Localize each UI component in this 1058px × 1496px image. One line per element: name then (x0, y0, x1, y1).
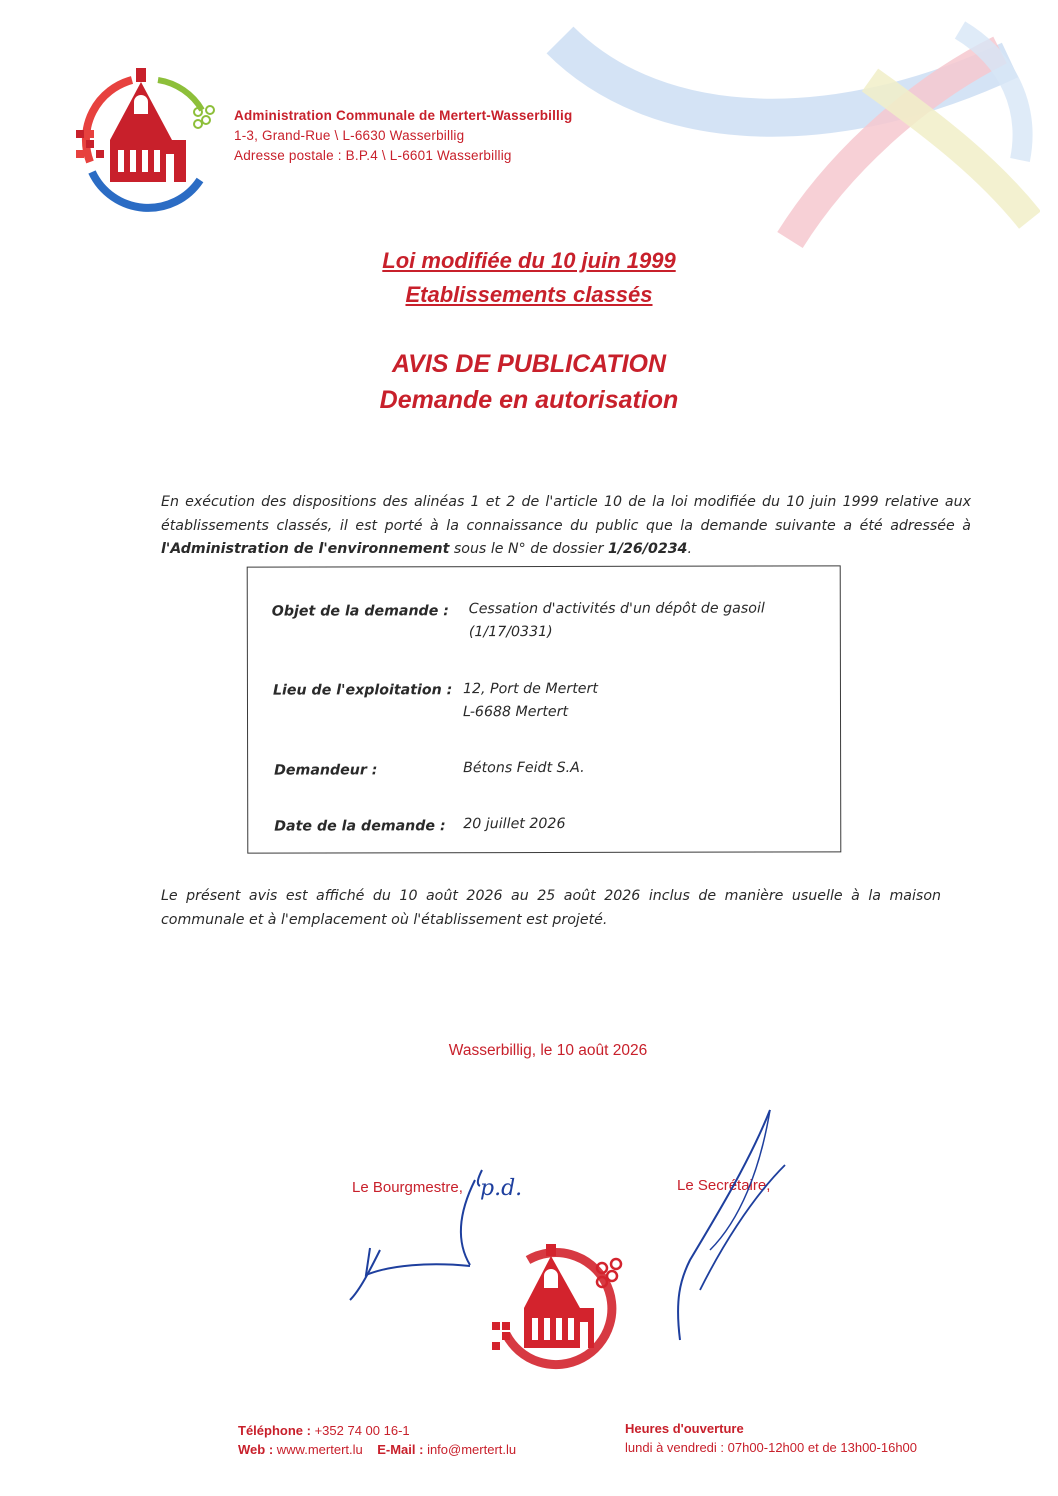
lieu-value-line-1: 12, Port de Mertert (462, 680, 598, 698)
intro-text: En exécution des dispositions des alinéas 1 et 2 de l'article 10 de la loi modifiée du 10 juin 1999 relative aux établissements classés, il est porté à la connaissance du public que la demande suivante a été adressée à (161, 494, 971, 534)
organization-name: Administration Communale de Mertert-Wasserbillig (234, 108, 573, 123)
objet-value (469, 598, 765, 645)
organization-address (234, 106, 572, 166)
email-link[interactable]: info@mertert.lu (427, 1442, 517, 1457)
date-value: 20 juillet 2026 (463, 815, 566, 833)
lieu-value-line-2: L-6688 Mertert (462, 703, 569, 721)
phone-number: +352 74 00 16-1 (314, 1423, 410, 1438)
objet-label: Objet de la demande : (271, 603, 449, 620)
handwritten-pd: p.d. (480, 1176, 523, 1201)
notice-title-line-2: Demande en autorisation (379, 386, 679, 414)
law-title-line-2: Etablissements classés (405, 282, 653, 307)
web-label: Web : (238, 1442, 274, 1457)
date-label: Date de la demande : (274, 818, 446, 835)
authority-name: l'Administration de l'environnement (161, 541, 450, 557)
demandeur-label: Demandeur : (274, 762, 378, 779)
lieu-label: Lieu de l'exploitation : (272, 682, 453, 699)
notice-title (0, 346, 1058, 418)
official-seal-stamp (488, 1238, 628, 1378)
hours-title: Heures d'ouverture (625, 1421, 744, 1436)
objet-value-line-2: (1/17/0331) (468, 623, 553, 641)
bourgmestre-label: Le Bourgmestre, (352, 1179, 463, 1196)
footer-hours (625, 1419, 917, 1457)
demandeur-value: Bétons Feidt S.A. (463, 759, 585, 777)
secretaire-label: Le Secrétaire, (677, 1177, 771, 1194)
footer-contact (238, 1421, 516, 1459)
intro-paragraph (161, 491, 971, 562)
web-email-line (238, 1440, 516, 1459)
commune-logo (70, 62, 220, 212)
hours-text: lundi à vendredi : 07h00-12h00 et de 13h00-16h00 (625, 1440, 918, 1455)
notice-title-line-1: AVIS DE PUBLICATION (391, 350, 667, 378)
dossier-number: 1/26/0234 (607, 541, 688, 557)
law-title-line-1: Loi modifiée du 10 juin 1999 (382, 248, 676, 273)
lieu-value (463, 678, 598, 724)
decorative-swoosh-graphic (540, 20, 1040, 250)
request-details-box (247, 565, 842, 853)
display-notice-paragraph: Le présent avis est affiché du 10 août 2026 au 25 août 2026 inclus de manière usuelle à la maison communale et à l'emplacement où l'établissement est projeté. (161, 888, 941, 928)
postal-address: Adresse postale : B.P.4 \ L-6601 Wasserbillig (234, 148, 512, 163)
intro-text-end: . (687, 541, 692, 557)
street-address: 1-3, Grand-Rue \ L-6630 Wasserbillig (234, 128, 465, 143)
email-label: E-Mail : (377, 1442, 424, 1457)
place-and-date: Wasserbillig, le 10 août 2026 (448, 1042, 648, 1059)
intro-text-middle: sous le N° de dossier (449, 541, 608, 557)
phone-line (238, 1421, 516, 1440)
objet-value-line-1: Cessation d'activités d'un dépôt de gasoil (468, 600, 765, 618)
phone-label: Téléphone : (238, 1423, 311, 1438)
law-title (0, 244, 1058, 312)
web-link[interactable]: www.mertert.lu (276, 1442, 363, 1457)
